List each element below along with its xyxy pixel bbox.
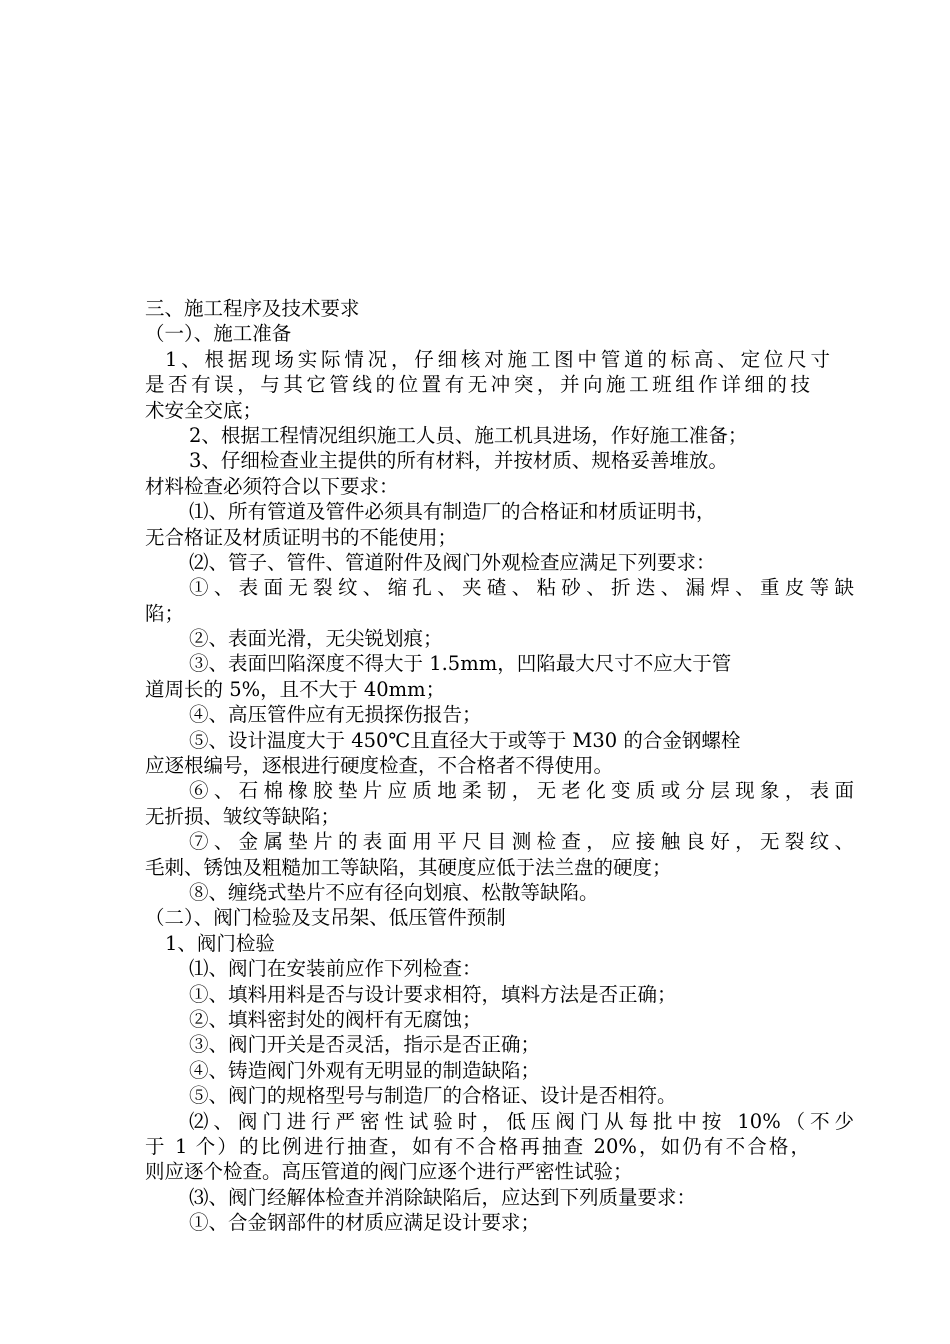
paragraph-line: 材料检查必须符合以下要求：: [145, 474, 399, 498]
list-item: ⑦、金属垫片的表面用平尺目测检查，应接触良好，无裂纹、: [189, 830, 854, 854]
list-item: ⑴、所有管道及管件必须具有制造厂的合格证和材质证明书，: [189, 500, 716, 524]
list-item: ①、表面无裂纹、缩孔、夹碴、粘砂、折迭、漏焊、重皮等缺: [189, 576, 854, 600]
document-body: [145, 296, 854, 1235]
list-item: 无折损、皱纹等缺陷；: [145, 804, 341, 828]
list-item: ⑴、阀门在安装前应作下列检查：: [189, 957, 482, 981]
paragraph-heading: 1、阀门检验: [165, 931, 275, 955]
list-item: ④、高压管件应有无损探伤报告；: [189, 703, 482, 727]
list-item: 应逐根编号，逐根进行硬度检查，不合格者不得使用。: [145, 754, 614, 778]
list-item: 于 1 个）的比例进行抽查，如有不合格再抽查 20%，如仍有不合格，: [145, 1134, 810, 1158]
paragraph-line: 是否有误，与其它管线的位置有无冲突，并向施工班组作详细的技: [145, 373, 810, 397]
list-item: ⑶、阀门经解体检查并消除缺陷后，应达到下列质量要求：: [189, 1185, 697, 1209]
list-item: 陷；: [145, 601, 185, 625]
list-item: ⑥、石棉橡胶垫片应质地柔韧，无老化变质或分层现象，表面: [189, 779, 854, 803]
list-item: 道周长的 5%，且不大于 40mm；: [145, 677, 446, 701]
list-item: ⑤、设计温度大于 450℃且直径大于或等于 M30 的合金钢螺栓: [189, 728, 741, 752]
list-item: ③、表面凹陷深度不得大于 1.5mm，凹陷最大尺寸不应大于管: [189, 652, 732, 676]
list-item: ①、填料用料是否与设计要求相符，填料方法是否正确；: [189, 982, 677, 1006]
section-heading: 三、施工程序及技术要求: [145, 297, 360, 320]
list-item: ①、合金钢部件的材质应满足设计要求；: [189, 1211, 541, 1235]
list-item: ⑵、管子、管件、管道附件及阀门外观检查应满足下列要求：: [189, 550, 716, 574]
list-item: ④、铸造阀门外观有无明显的制造缺陷；: [189, 1058, 541, 1082]
subsection-heading: （二）、阀门检验及支吊架、低压管件预制: [145, 906, 506, 930]
subsection-heading: （一）、施工准备: [145, 322, 292, 346]
list-item: 毛刺、锈蚀及粗糙加工等缺陷，其硬度应低于法兰盘的硬度；: [145, 855, 672, 879]
paragraph-line: 2、根据工程情况组织施工人员、施工机具进场，作好施工准备；: [189, 423, 748, 447]
paragraph-line: 1、根据现场实际情况，仔细核对施工图中管道的标高、定位尺寸: [165, 347, 830, 371]
list-item: ⑵、阀门进行严密性试验时，低压阀门从每批中按 10%（不少: [189, 1109, 854, 1133]
list-item: ②、表面光滑，无尖锐划痕；: [189, 627, 443, 651]
list-item: 无合格证及材质证明书的不能使用；: [145, 525, 458, 549]
list-item: ③、阀门开关是否灵活，指示是否正确；: [189, 1033, 541, 1057]
paragraph-line: 3、仔细检查业主提供的所有材料，并按材质、规格妥善堆放。: [189, 449, 728, 473]
paragraph-line: 术安全交底；: [145, 398, 263, 422]
list-item: 则应逐个检查。高压管道的阀门应逐个进行严密性试验；: [145, 1160, 633, 1184]
list-item: ②、填料密封处的阀杆有无腐蚀；: [189, 1007, 482, 1031]
list-item: ⑤、阀门的规格型号与制造厂的合格证、设计是否相符。: [189, 1084, 677, 1108]
list-item: ⑧、缠绕式垫片不应有径向划痕、松散等缺陷。: [189, 880, 599, 904]
